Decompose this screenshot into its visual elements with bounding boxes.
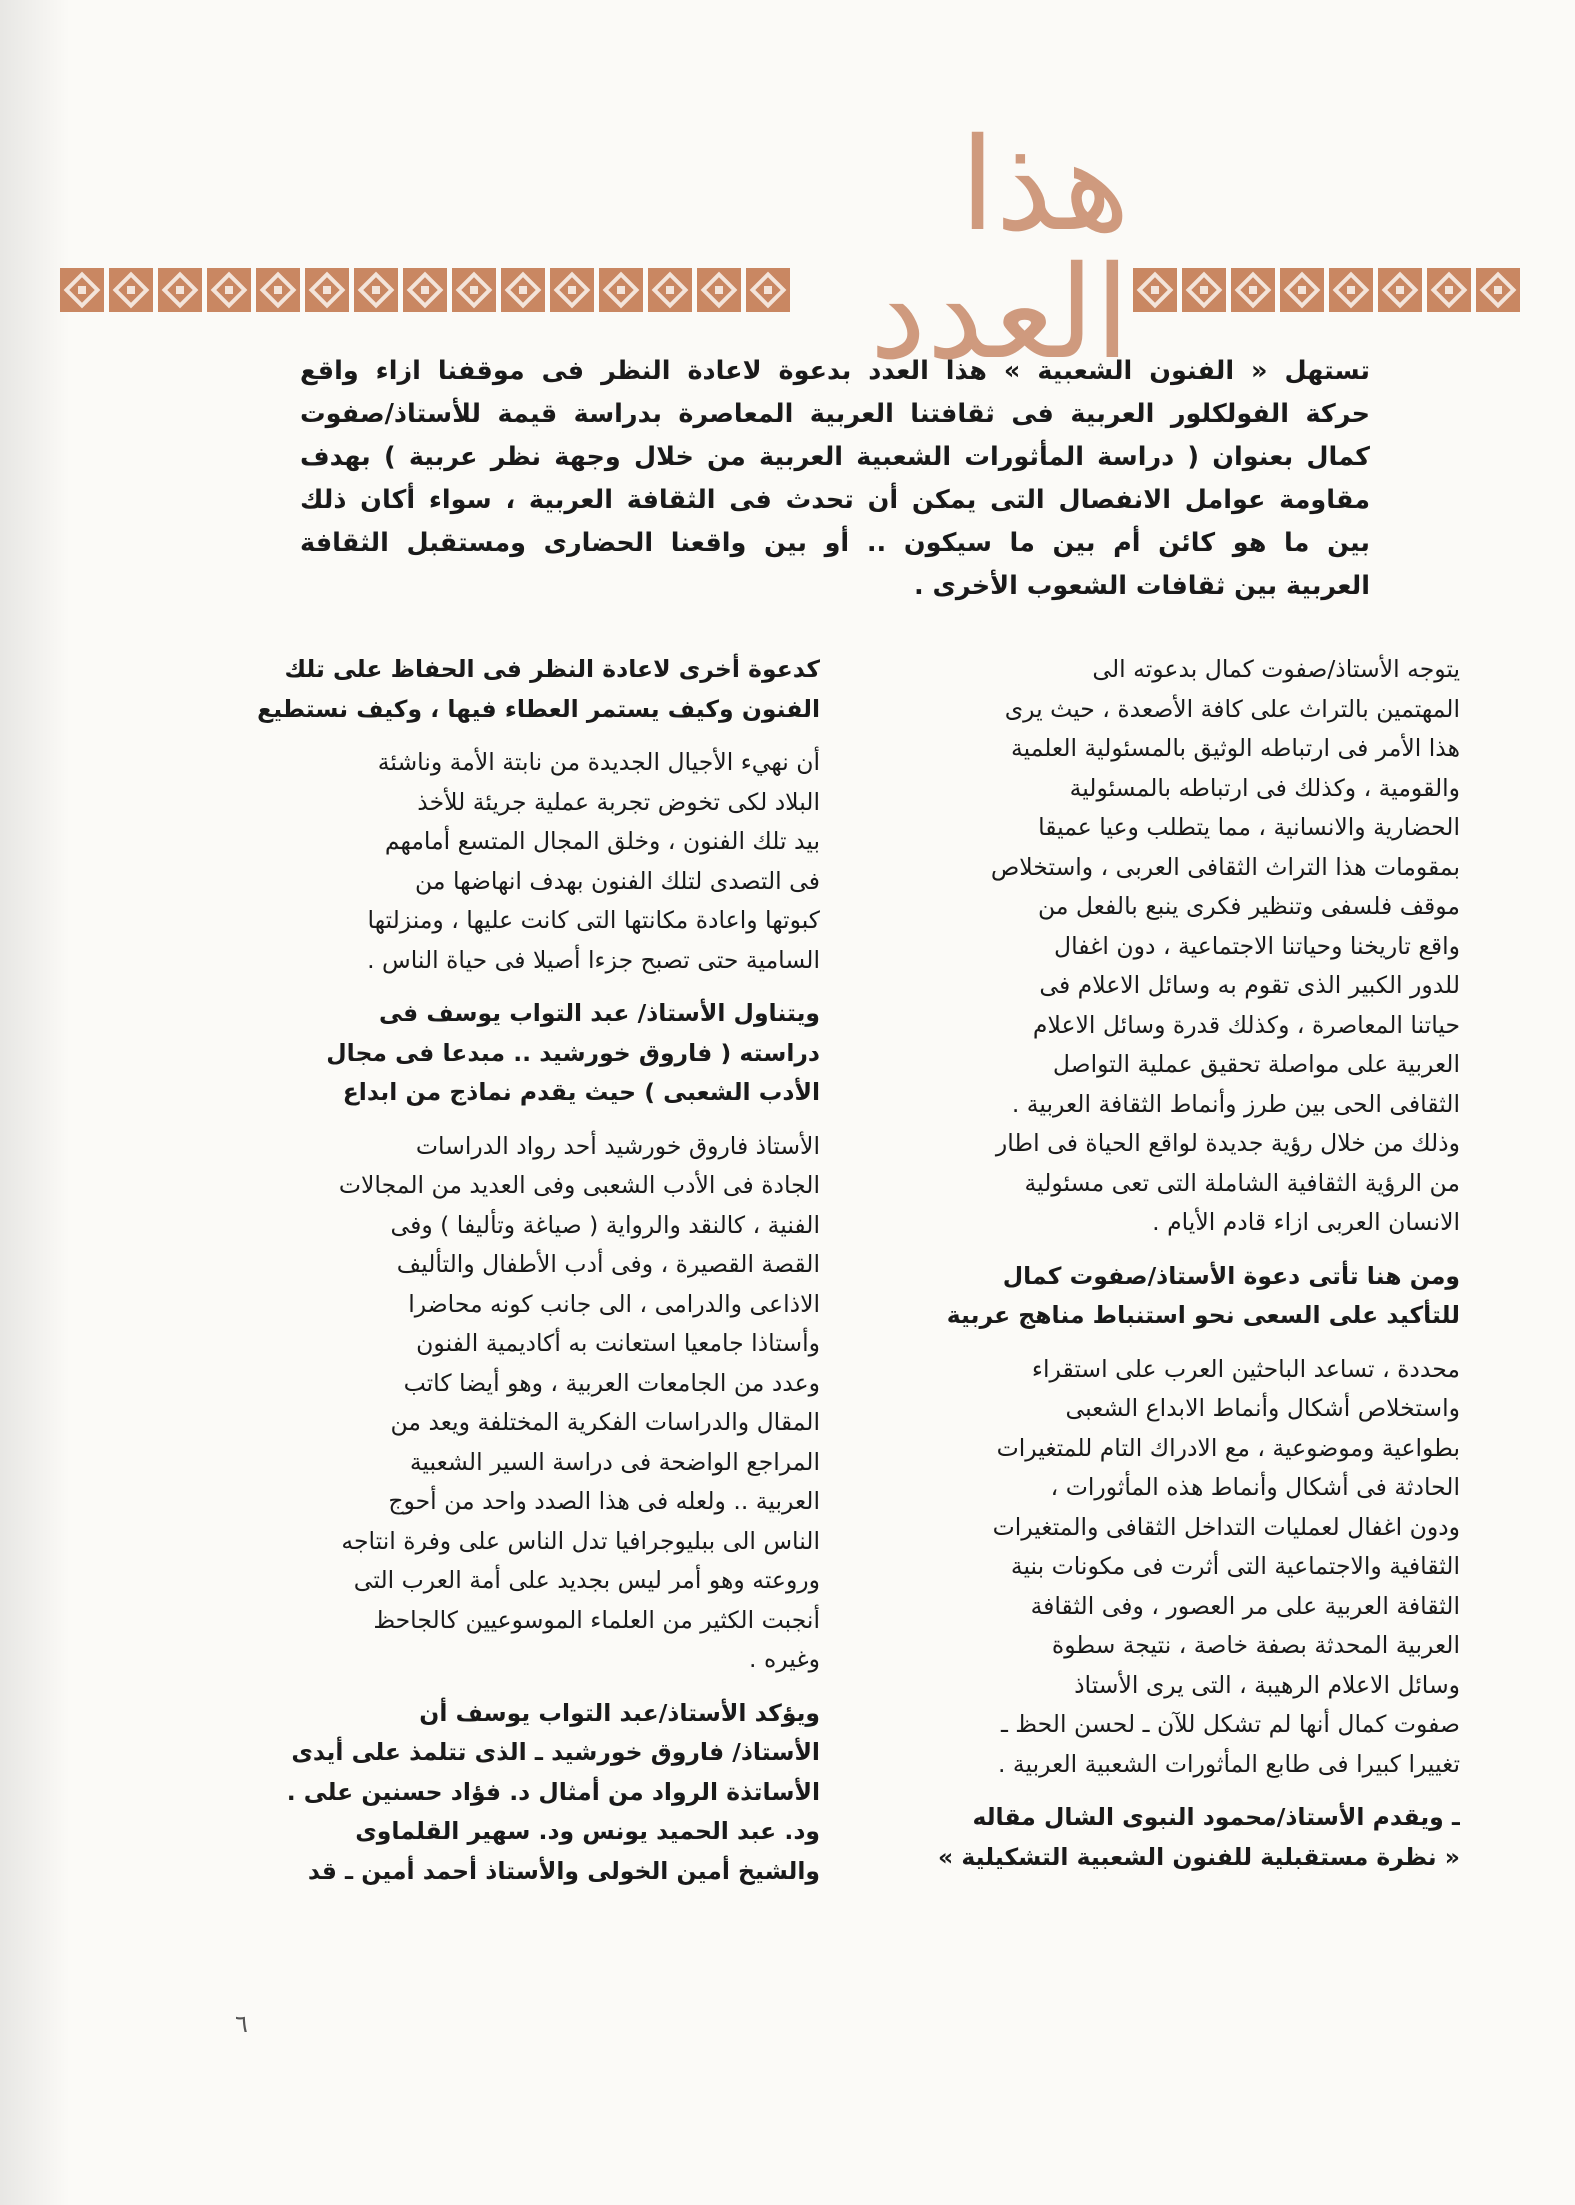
text-line: الأستاذ فاروق خورشيد أحد رواد الدراسات bbox=[415, 1131, 820, 1160]
page-number: ٦ bbox=[235, 2010, 248, 2038]
article-paragraph bbox=[245, 1127, 820, 1680]
intro-line: حركة الفولكلور العربية فى ثقافتنا العربية المعاصرة بدراسة قيمة للأستاذ/صفوت bbox=[300, 399, 1370, 429]
article-paragraph bbox=[245, 1694, 820, 1892]
intro-line: مقاومة عوامل الانفصال التى يمكن أن تحدث فى الثقافة العربية ، سواء أكان ذلك bbox=[300, 485, 1370, 515]
text-line: أنجبت الكثير من العلماء الموسوعيين كالجاحظ bbox=[373, 1605, 820, 1634]
text-line: كبوتها واعادة مكانتها التى كانت عليها ، ومنزلتها bbox=[367, 906, 820, 934]
intro-line: تستهل « الفنون الشعبية » هذا العدد بدعوة لاعادة النظر فى موقفنا ازاء واقع bbox=[300, 356, 1370, 386]
ornament-band-right bbox=[1133, 268, 1520, 312]
ornament-tile bbox=[1427, 268, 1471, 312]
text-line: والقومية ، وكذلك فى ارتباطه بالمسئولية bbox=[1069, 773, 1460, 802]
article-paragraph bbox=[245, 743, 820, 980]
text-line: الفنون وكيف يستمر العطاء فيها ، وكيف نستطيع bbox=[257, 694, 820, 723]
text-line: ودون اغفال لعمليات التداخل الثقافى والمتغيرات bbox=[992, 1512, 1460, 1541]
ornament-tile bbox=[452, 268, 496, 312]
text-line: الجادة فى الأدب الشعبى وفى العديد من المجالات bbox=[338, 1171, 820, 1199]
ornament-tile bbox=[1378, 268, 1422, 312]
ornament-band-left bbox=[60, 268, 790, 312]
text-line: الاذاعى والدرامى ، الى جانب كونه محاضرا bbox=[408, 1289, 820, 1318]
text-line: الثقافية والاجتماعية التى أثرت فى مكونات بنية bbox=[1010, 1552, 1460, 1580]
article-paragraph bbox=[885, 650, 1460, 1243]
text-line: ود. عبد الحميد يونس ود. سهير القلماوى bbox=[355, 1817, 820, 1845]
ornament-tile bbox=[354, 268, 398, 312]
text-line: وسائل الاعلام الرهيبة ، التى يرى الأستاذ bbox=[1074, 1670, 1460, 1699]
ornament-tile bbox=[746, 268, 790, 312]
intro-line: كمال بعنوان ( دراسة المأثورات الشعبية العربية من خلال وجهة نظر عربية ) بهدف bbox=[300, 442, 1370, 472]
ornament-tile bbox=[550, 268, 594, 312]
intro-paragraph bbox=[300, 350, 1370, 608]
ornament-tile bbox=[599, 268, 643, 312]
text-line: الناس الى ببليوجرافيا تدل الناس على وفرة انتاجه bbox=[341, 1526, 820, 1555]
text-line: وغيره . bbox=[749, 1645, 820, 1673]
intro-line: العربية بين ثقافات الشعوب الأخرى . bbox=[913, 571, 1370, 601]
text-line: الأستاذ/ فاروق خورشيد ـ الذى تتلمذ على أيدى bbox=[291, 1738, 820, 1766]
text-line: موقف فلسفى وتنظير فكرى ينبع بالفعل من bbox=[1037, 892, 1460, 920]
text-line: وعدد من الجامعات العربية ، وهو أيضا كاتب bbox=[403, 1368, 820, 1397]
text-line: الانسان العربى ازاء قادم الأيام . bbox=[1152, 1208, 1460, 1236]
text-line: الأساتذة الرواد من أمثال د. فؤاد حسنين على . bbox=[286, 1777, 820, 1806]
section-title: هذا العدد bbox=[869, 111, 1130, 388]
text-line: صفوت كمال أنها لم تشكل للآن ـ لحسن الحظ ـ bbox=[1000, 1710, 1460, 1738]
text-line: المراجع الواضحة فى دراسة السير الشعبية bbox=[409, 1447, 820, 1476]
text-line: محددة ، تساعد الباحثين العرب على استقراء bbox=[1031, 1354, 1460, 1383]
text-line: العربية على مواصلة تحقيق عملية التواصل bbox=[1052, 1050, 1460, 1078]
right-column bbox=[885, 650, 1460, 1891]
ornament-tile bbox=[256, 268, 300, 312]
text-line: الفنية ، كالنقد والرواية ( صياغة وتأليفا ) وفى bbox=[390, 1210, 820, 1239]
text-line: السامية حتى تصبح جزءا أصيلا فى حياة الناس . bbox=[367, 945, 820, 974]
text-line: واستخلاص أشكال وأنماط الابداع الشعبى bbox=[1065, 1394, 1460, 1422]
text-line: العربية .. ولعله فى هذا الصدد واحد من أحوج bbox=[388, 1487, 820, 1515]
ornament-tile bbox=[1133, 268, 1177, 312]
text-line: هذا الأمر فى ارتباطه الوثيق بالمسئولية العلمية bbox=[1011, 734, 1460, 762]
text-line: « نظرة مستقبلية للفنون الشعبية التشكيلية » bbox=[938, 1842, 1460, 1871]
ornament-tile bbox=[305, 268, 349, 312]
text-line: للتأكيد على السعى نحو استنباط مناهج عربية bbox=[946, 1301, 1460, 1329]
ornament-tile bbox=[207, 268, 251, 312]
text-line: تغييرا كبيرا فى طابع المأثورات الشعبية العربية . bbox=[997, 1749, 1460, 1778]
text-line: ويؤكد الأستاذ/عبد التواب يوسف أن bbox=[419, 1698, 820, 1727]
ornament-tile bbox=[109, 268, 153, 312]
ornament-tile bbox=[60, 268, 104, 312]
ornament-tile bbox=[1231, 268, 1275, 312]
ornament-tile bbox=[1476, 268, 1520, 312]
ornament-tile bbox=[1280, 268, 1324, 312]
left-column bbox=[245, 650, 820, 1905]
ornament-tile bbox=[697, 268, 741, 312]
text-line: العربية المحدثة بصفة خاصة ، نتيجة سطوة bbox=[1051, 1631, 1460, 1659]
article-paragraph bbox=[885, 1350, 1460, 1785]
text-line: حياتنا المعاصرة ، وكذلك قدرة وسائل الاعلام bbox=[1032, 1010, 1460, 1039]
ornament-tile bbox=[403, 268, 447, 312]
text-line: البلاد لكى تخوض تجربة عملية جريئة للأخذ bbox=[417, 787, 820, 816]
ornament-tile bbox=[501, 268, 545, 312]
text-line: الثقافى الحى بين طرز وأنماط الثقافة العربية . bbox=[1011, 1089, 1460, 1118]
text-line: القصة القصيرة ، وفى أدب الأطفال والتأليف bbox=[396, 1250, 820, 1278]
ornament-tile bbox=[158, 268, 202, 312]
text-line: يتوجه الأستاذ/صفوت كمال بدعوته الى bbox=[1092, 655, 1460, 683]
article-paragraph bbox=[885, 1798, 1460, 1877]
text-line: ويتناول الأستاذ/ عبد التواب يوسف فى bbox=[379, 999, 820, 1027]
ornament-tile bbox=[648, 268, 692, 312]
text-line: وأستاذا جامعيا استعانت به أكاديمية الفنون bbox=[416, 1329, 820, 1357]
article-paragraph bbox=[885, 1257, 1460, 1336]
article-paragraph bbox=[245, 650, 820, 729]
text-line: واقع تاريخنا وحياتنا الاجتماعية ، دون اغفال bbox=[1054, 931, 1460, 960]
text-line: بمقومات هذا التراث الثقافى العربى ، واستخلاص bbox=[990, 852, 1460, 881]
text-line: بيد تلك الفنون ، وخلق المجال المتسع أمامهم bbox=[384, 827, 820, 855]
ornament-tile bbox=[1182, 268, 1226, 312]
text-line: كدعوة أخرى لاعادة النظر فى الحفاظ على تلك bbox=[284, 655, 820, 683]
intro-line: بين ما هو كائن أم بين ما سيكون .. أو بين واقعنا الحضارى ومستقبل الثقافة bbox=[300, 528, 1370, 558]
text-line: المقال والدراسات الفكرية المختلفة ويعد من bbox=[390, 1408, 820, 1436]
text-line: ومن هنا تأتى دعوة الأستاذ/صفوت كمال bbox=[1002, 1261, 1460, 1290]
text-line: وذلك من خلال رؤية جديدة لواقع الحياة فى اطار bbox=[995, 1129, 1460, 1157]
text-line: الحضارية والانسانية ، مما يتطلب وعيا عميقا bbox=[1038, 813, 1460, 841]
text-line: من الرؤية الثقافية الشاملة التى تعى مسئولية bbox=[1024, 1168, 1460, 1197]
text-line: الحادثة فى أشكال وأنماط هذه المأثورات ، bbox=[1050, 1473, 1460, 1501]
text-line: أن نهيء الأجيال الجديدة من نابتة الأمة وناشئة bbox=[377, 748, 820, 776]
text-line: والشيخ أمين الخولى والأستاذ أحمد أمين ـ قد bbox=[307, 1856, 820, 1885]
text-line: الأدب الشعبى ) حيث يقدم نماذج من ابداع bbox=[342, 1078, 820, 1106]
text-line: المهتمين بالتراث على كافة الأصعدة ، حيث يرى bbox=[1004, 694, 1460, 723]
text-line: للدور الكبير الذى تقوم به وسائل الاعلام فى bbox=[1039, 971, 1460, 999]
article-paragraph bbox=[245, 994, 820, 1113]
text-line: وروعته وهو أمر ليس بجديد على أمة العرب التى bbox=[353, 1566, 820, 1594]
ornament-tile bbox=[1329, 268, 1373, 312]
text-line: فى التصدى لتلك الفنون بهدف انهاضها من bbox=[415, 866, 820, 895]
text-line: بطواعية وموضوعية ، مع الادراك التام للمتغيرات bbox=[996, 1433, 1460, 1462]
text-line: ـ ويقدم الأستاذ/محمود النبوى الشال مقاله bbox=[972, 1803, 1460, 1831]
text-line: الثقافة العربية على مر العصور ، وفى الثقافة bbox=[1030, 1591, 1460, 1620]
text-line: دراسته ( فاروق خورشيد .. مبدعا فى مجال bbox=[326, 1038, 820, 1067]
